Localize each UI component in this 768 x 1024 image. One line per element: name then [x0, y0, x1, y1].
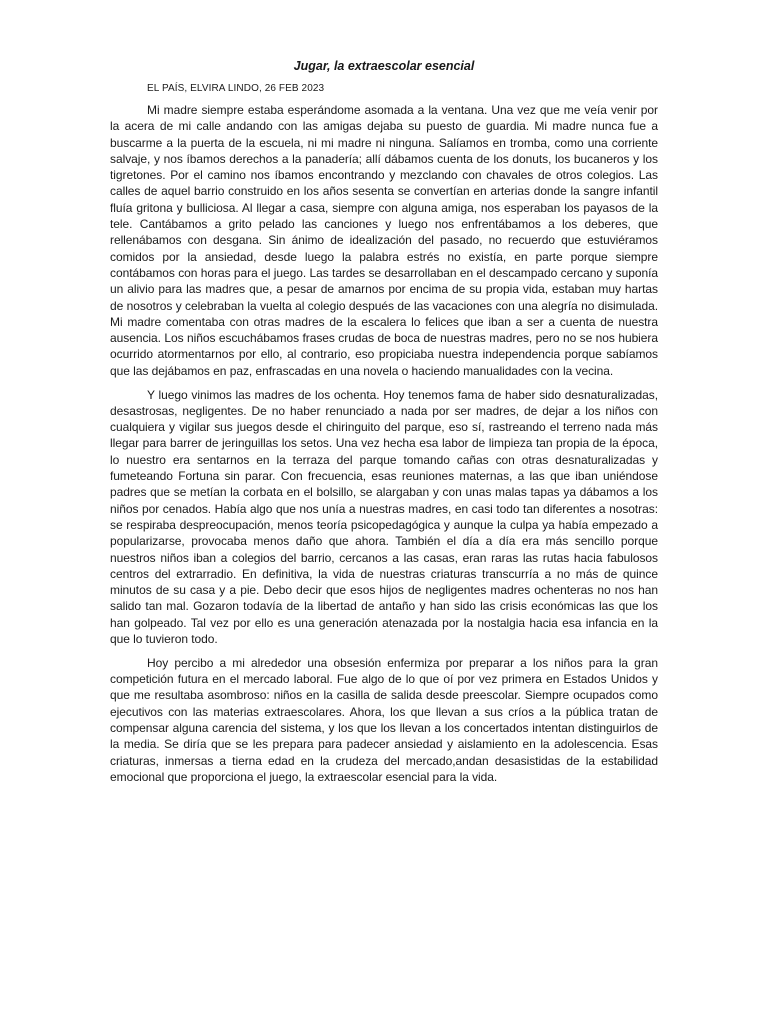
article-paragraph-2: Y luego vinimos las madres de los ochenta. Hoy tenemos fama de haber sido desnaturalizadas, desastrosas, negligentes. De no haber renunciado a nada por ser madres, de dejar a los niños con cualquiera y vigilar sus juegos desde el chiringuito del parque, eso sí, rastreando el terreno nada más llegar para barrer de jeringuillas los setos. Una vez hecha esa labor de limpieza tan propia de la época, lo nuestro era sentarnos en la terraza del parque tomando cañas con otras desnaturalizadas y fumeteando Fortuna sin parar. Con frecuencia, esas reuniones maternas, a las que iban uniéndose padres que se metían la corbata en el bolsillo, se alargaban y con unas malas tapas ya dábamos a los niños por cenados. Había algo que nos unía a nuestras madres, en casi todo tan diferentes a nosotras: se respiraba despreocupación, menos teoría psicopedagógica y aunque la culpa ya había empezado a popularizarse, provocaba menos daño que ahora. También el día a día era más sencillo porque nuestros niños iban a colegios del barrio, cercanos a las casas, eran raras las rutas hacia fabulosos centros del extrarradio. En definitiva, la vida de nuestras criaturas transcurría a no más de quince minutos de su casa y a pie. Debo decir que esos hijos de negligentes madres ochenteras no nos han salido tan mal. Gozaron todavía de la libertad de antaño y han sido las crisis económicas las que los han golpeado. Tal vez por ello es una generación atenazada por la nostalgia hacia esa infancia en la que lo tuvieron todo. [110, 387, 658, 646]
article-title: Jugar, la extraescolar esencial [293, 59, 475, 73]
article-byline: EL PAÍS, ELVIRA LINDO, 26 FEB 2023 [147, 83, 325, 94]
article-paragraph-1: Mi madre siempre estaba esperándome asomada a la ventana. Una vez que me veía venir por la acera de mi calle andando con las amigas dejaba su puesto de guardia. Mi madre nunca fue a buscarme a la puerta de la escuela, ni mi madre ni ninguna. Salíamos en tromba, como una corriente salvaje, y nos íbamos derechos a la panadería; allí dábamos cuenta de los donuts, los bucaneros y los tigretones. Por el camino nos íbamos encontrando y mezclando con chavales de otros colegios. Las calles de aquel barrio construido en los años sesenta se convertían en arterias donde la sangre infantil fluía gritona y bulliciosa. Al llegar a casa, siempre con alguna amiga, nos esperaban los payasos de la tele. Cantábamos a grito pelado las canciones y luego nos enfrentábamos a los deberes, que rellenábamos con desgana. Sin ánimo de idealización del pasado, no recuerdo que estuviéramos comidos por la ansiedad, desde luego la palabra estrés no existía, en parte porque siempre contábamos con horas para el juego. Las tardes se desarrollaban en el descampado cercano y suponía un alivio para las madres que, a pesar de amarnos por encima de su propia vida, estaban muy hartas de nosotros y celebraban la vuelta al colegio después de las vacaciones con una alegría no disimulada. Mi madre comentaba con otras madres de la escalera lo felices que iban a ser a cuenta de nuestra ausencia. Los niños escuchábamos frases crudas de boca de nuestras madres, pero no se nos hubiera ocurrido atormentarnos por ello, al contrario, eso propiciaba nuestra independencia porque sabíamos que las dejábamos en paz, enfrascadas en una novela o haciendo manualidades con la vecina. [110, 103, 658, 378]
document-page [110, 58, 658, 793]
article-paragraph-3: Hoy percibo a mi alrededor una obsesión enfermiza por preparar a los niños para la gran competición futura en el mercado laboral. Fue algo de lo que oí por vez primera en Estados Unidos y que me resultaba asombroso: niños en la casilla de salida desde preescolar. Siempre ocupados como ejecutivos con las materias extraescolares. Ahora, los que llevan a sus críos a la pública tratan de compensar alguna carencia del sistema, y los que los llevan a los concertados intentan distinguirlos de la media. Se diría que se les prepara para padecer ansiedad y aislamiento en la adolescencia. Esas criaturas, inmersas a tierna edad en la crudeza del mercado,andan desasistidas de la estabilidad emocional que proporciona el juego, la extraescolar esencial para la vida. [110, 655, 658, 784]
